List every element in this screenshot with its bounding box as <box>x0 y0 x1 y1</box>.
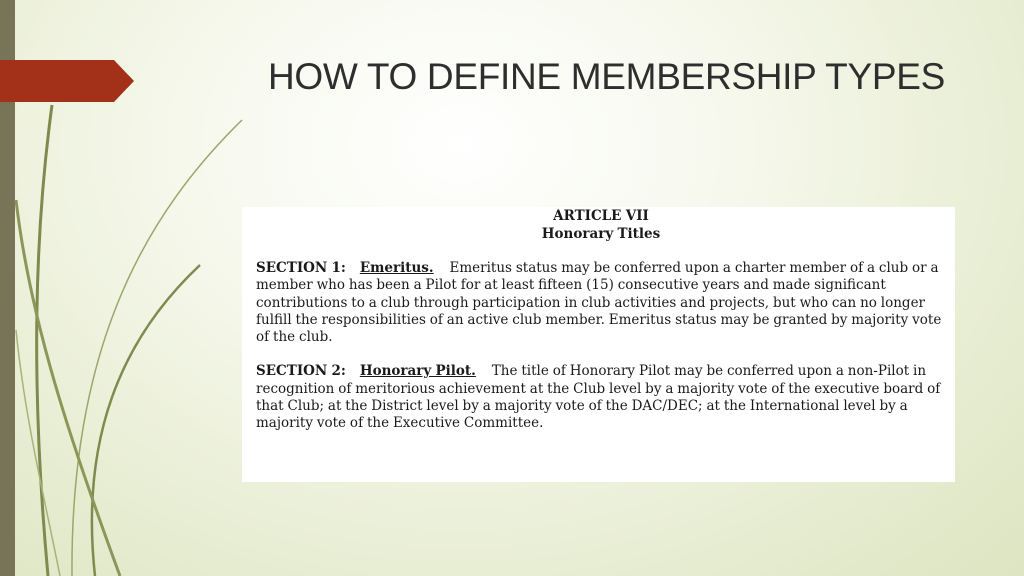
section-body: The title of Honorary Pilot may be conferred upon a non-Pilot in recognition of meritorious achievement at the Club level by a majority vote of the executive board of that Club; at the District level by a majority vote of the DAC/DEC; at the International level by a majority vote of the Executive Committee. <box>256 363 941 432</box>
section-number: SECTION 2: <box>256 363 346 380</box>
section-emeritus <box>256 260 946 346</box>
section-title: Honorary Pilot. <box>359 363 476 380</box>
bylaws-text <box>256 207 946 433</box>
section-number: SECTION 1: <box>256 260 346 276</box>
section-title: Emeritus. <box>359 260 434 276</box>
section-body: Emeritus status may be conferred upon a charter member of a club or a member who has been a Pilot for at least fifteen (15) consecutive years and made significant contributions to a club through participation in club activities and projects, but who can no longer fulfill the responsibilities of an active club member. Emeritus status may be granted by majority vote of the club. <box>256 260 942 346</box>
slide-title: HOW TO DEFINE MEMBERSHIP TYPES <box>268 56 945 97</box>
article-title: Honorary Titles <box>541 226 661 242</box>
bylaws-document-image <box>242 207 955 482</box>
article-number: ARTICLE VII <box>553 208 649 224</box>
section-honorary-pilot <box>256 363 946 432</box>
article-heading <box>256 207 946 243</box>
title-arrow-tab <box>0 60 134 102</box>
